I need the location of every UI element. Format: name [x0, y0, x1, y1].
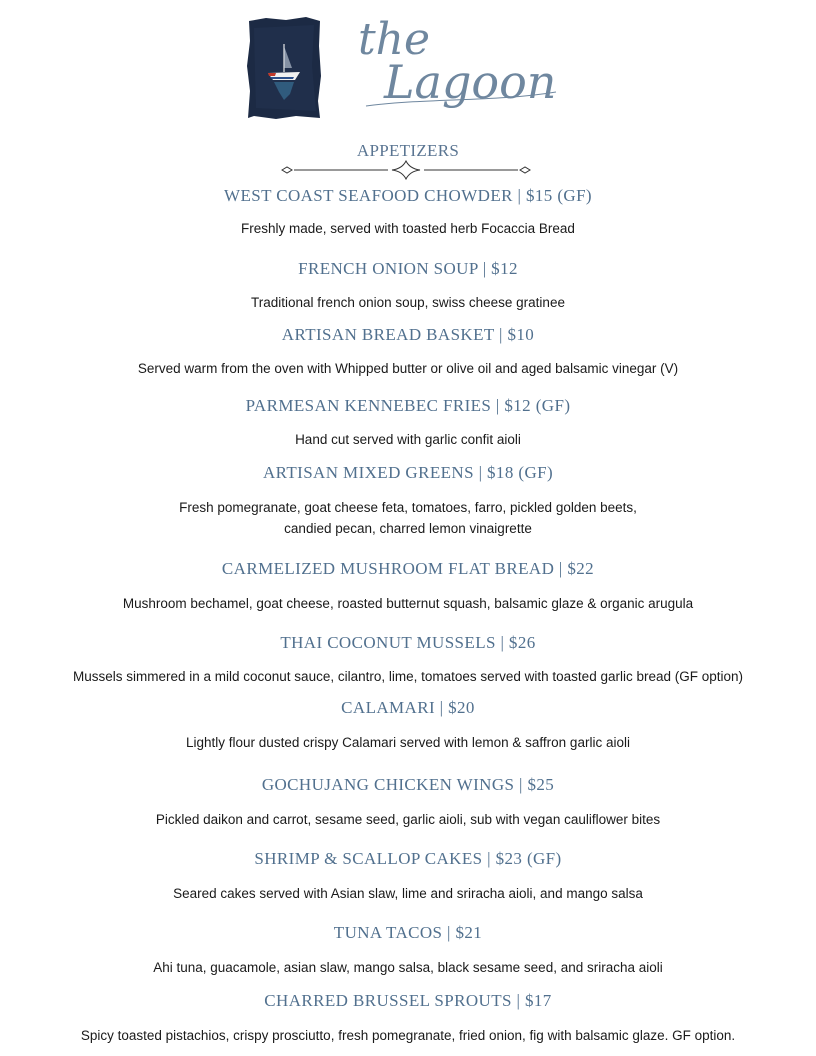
ornamental-divider: [276, 159, 536, 181]
menu-item-name: SHRIMP & SCALLOP CAKES | $23 (GF): [254, 849, 562, 868]
menu-item-name: WEST COAST SEAFOOD CHOWDER | $15 (GF): [224, 186, 592, 205]
menu-item-name: TUNA TACOS | $21: [333, 923, 483, 942]
menu-item-desc: Freshly made, served with toasted herb Focaccia Bread: [241, 221, 575, 236]
menu-item-desc: Spicy toasted pistachios, crispy prosciutto, fresh pomegranate, fried onion, fig with balsamic glaze. GF option.: [80, 1028, 736, 1043]
menu-item-name: ARTISAN MIXED GREENS | $18 (GF): [262, 463, 554, 482]
menu-item-desc: Pickled daikon and carrot, sesame seed, garlic aioli, sub with vegan cauliflower bites: [155, 812, 661, 827]
menu-item-name: CALAMARI | $20: [341, 698, 475, 717]
menu-item-desc: Ahi tuna, guacamole, asian slaw, mango salsa, black sesame seed, and sriracha aioli: [153, 960, 663, 975]
menu-item-desc: candied pecan, charred lemon vinaigrette: [284, 521, 532, 536]
menu-item-name: ARTISAN BREAD BASKET | $10: [281, 325, 535, 344]
logo-script-the: the: [358, 14, 431, 65]
menu-item-name: CHARRED BRUSSEL SPROUTS | $17: [264, 991, 552, 1010]
menu-item-name: CARMELIZED MUSHROOM FLAT BREAD | $22: [221, 559, 595, 578]
menu-item-desc: Traditional french onion soup, swiss cheese gratinee: [251, 295, 565, 310]
menu-item-name: THAI COCONUT MUSSELS | $26: [280, 633, 536, 652]
menu-item-name: GOCHUJANG CHICKEN WINGS | $25: [261, 775, 555, 794]
menu-item-desc: Mussels simmered in a mild coconut sauce, cilantro, lime, tomatoes served with toasted garlic bread (GF option): [72, 669, 744, 684]
logo-script-lagoon: Lagoon: [384, 55, 557, 109]
section-title: APPETIZERS: [356, 141, 460, 160]
menu-item-desc: Lightly flour dusted crispy Calamari served with lemon & saffron garlic aioli: [186, 735, 630, 750]
logo-boat-painting: [246, 16, 322, 120]
menu-item-name: PARMESAN KENNEBEC FRIES | $12 (GF): [245, 396, 571, 415]
menu-item-desc: Hand cut served with garlic confit aioli: [295, 432, 521, 447]
menu-item-desc: Seared cakes served with Asian slaw, lime and sriracha aioli, and mango salsa: [173, 886, 643, 901]
logo-script: [336, 6, 566, 116]
menu-item-desc: Fresh pomegranate, goat cheese feta, tomatoes, farro, pickled golden beets,: [179, 500, 637, 515]
menu-item-desc: Mushroom bechamel, goat cheese, roasted butternut squash, balsamic glaze & organic arugula: [122, 596, 694, 611]
menu-item-desc: Served warm from the oven with Whipped butter or olive oil and aged balsamic vinegar (V): [137, 361, 679, 376]
menu-item-name: FRENCH ONION SOUP | $12: [298, 259, 518, 278]
